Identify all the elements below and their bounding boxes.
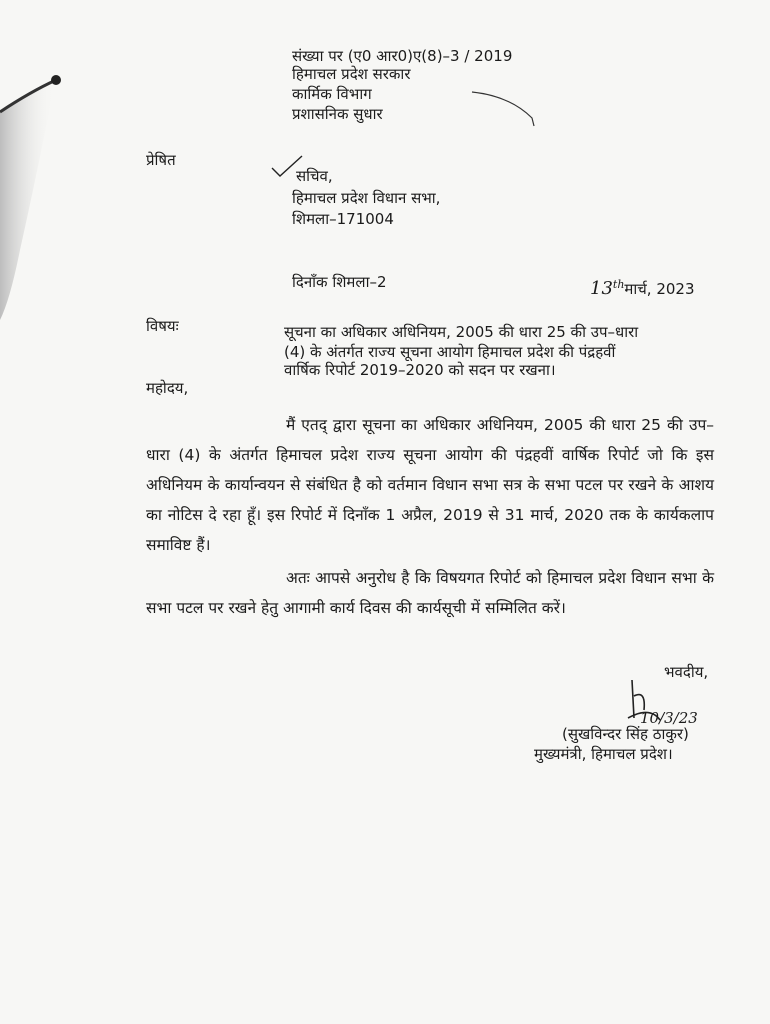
- signatory-title: मुख्यमंत्री, हिमाचल प्रदेश।: [534, 745, 673, 763]
- recipient-line-1: सचिव,: [296, 167, 333, 185]
- subject-line-2: (4) के अंतर्गत राज्य सूचना आयोग हिमाचल प्रदेश की पंद्रहवीं: [284, 343, 616, 361]
- signature-date: 10/3/23: [640, 709, 698, 727]
- salutation: महोदय,: [146, 379, 189, 397]
- department-name: कार्मिक विभाग: [292, 85, 372, 103]
- pen-stroke-mark: [470, 86, 540, 132]
- date-place: दिनाँक शिमला–2: [292, 273, 387, 291]
- subject-label: विषयः: [146, 317, 179, 335]
- signatory-name: (सुखविन्दर सिंह ठाकुर): [562, 725, 689, 743]
- reference-number: संख्या पर (ए0 आर0)ए(8)–3 / 2019: [292, 47, 513, 65]
- page-fold-shadow: [0, 0, 80, 330]
- letter-date: [590, 275, 695, 299]
- body-paragraph-2: अतः आपसे अनुरोध है कि विषयगत रिपोर्ट को हिमाचल प्रदेश विधान सभा के सभा पटल पर रखने हेतु आगामी कार्य दिवस की कार्यसूची में सम्मिलित करें।: [146, 569, 714, 617]
- handwritten-day: 13: [590, 278, 613, 299]
- section-name: प्रशासनिक सुधार: [292, 105, 383, 123]
- subject-line-3: वार्षिक रिपोर्ट 2019–2020 को सदन पर रखना।: [284, 361, 556, 379]
- closing: भवदीय,: [664, 663, 709, 681]
- government-name: हिमाचल प्रदेश सरकार: [292, 65, 411, 83]
- body-paragraph-1: मैं एतद् द्वारा सूचना का अधिकार अधिनियम, 2005 की धारा 25 की उप–धारा (4) के अंतर्गत हिमाचल प्रदेश राज्य सूचना आयोग की पंद्रहवीं वार्षिक रिपोर्ट जो कि इस अधिनियम के कार्यान्वयन से संबंधित है को वर्तमान विधान सभा सत्र के सभा पटल पर रखने के आशय का नोटिस दे रहा हूँ। इस रिपोर्ट में दिनाँक 1 अप्रैल, 2019 से 31 मार्च, 2020 तक के कार्यकलाप समाविष्ट हैं।: [146, 416, 714, 554]
- handwritten-day-suffix: th: [612, 278, 625, 291]
- recipient-line-2: हिमाचल प्रदेश विधान सभा,: [292, 189, 441, 207]
- sender-label: प्रेषित: [146, 151, 176, 169]
- recipient-line-3: शिमला–171004: [292, 210, 394, 228]
- date-month-year: मार्च, 2023: [624, 280, 695, 298]
- subject-line-1: सूचना का अधिकार अधिनियम, 2005 की धारा 25 की उप–धारा: [284, 323, 639, 341]
